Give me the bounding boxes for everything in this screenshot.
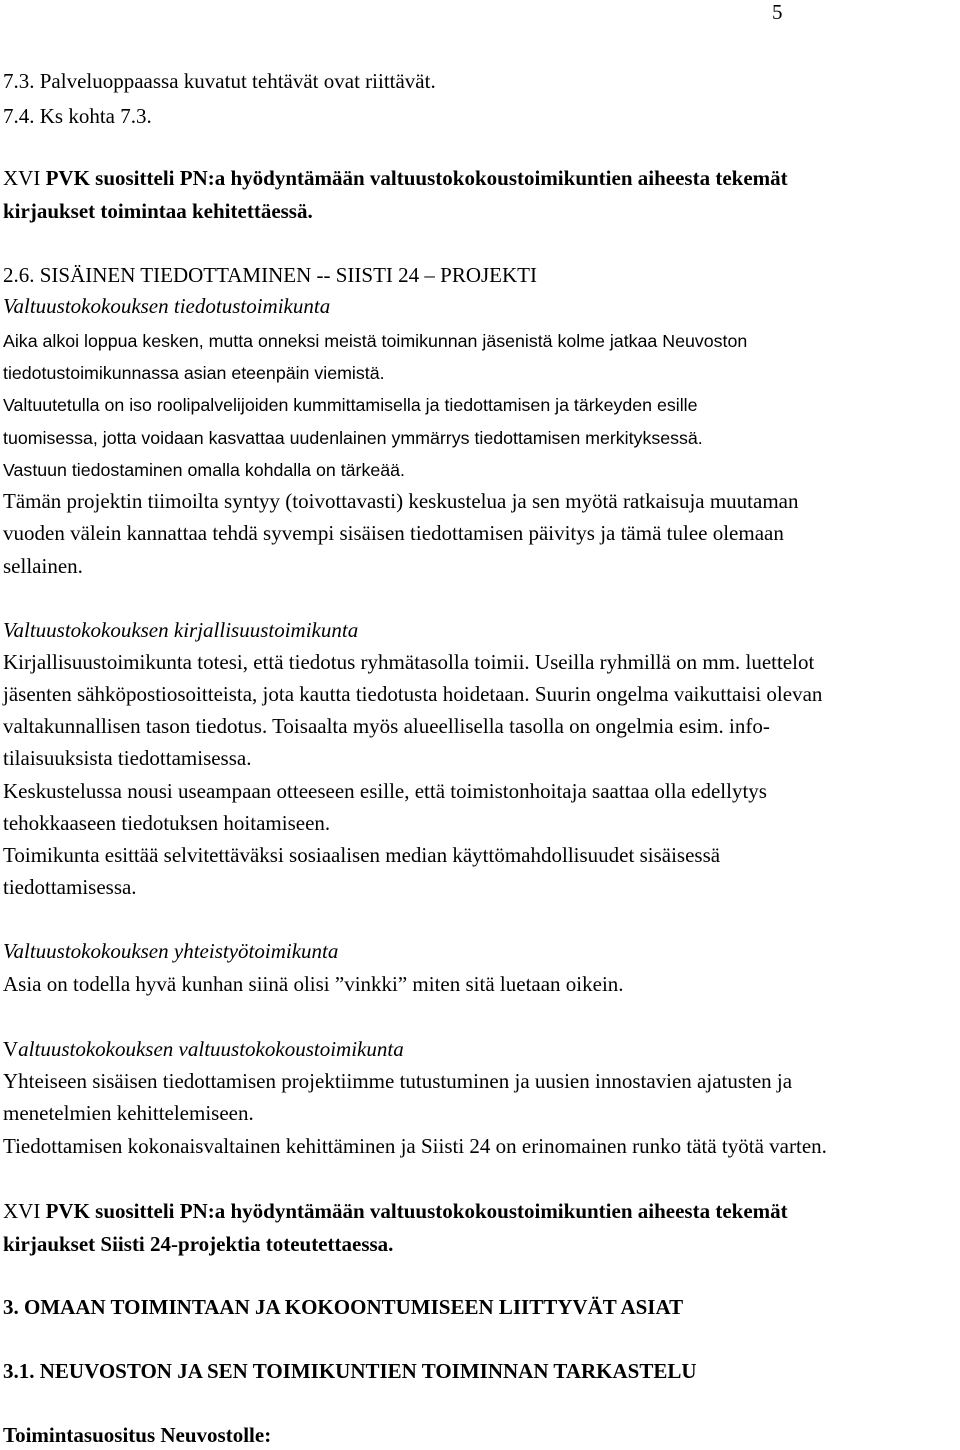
- paragraph-line: Keskustelussa nousi useampaan otteeseen esille, että toimistonhoitaja saattaa olla edellytys: [3, 779, 767, 803]
- paragraph-line: Asia on todella hyvä kunhan siinä olisi ”vinkki” miten sitä luetaan oikein.: [3, 972, 624, 996]
- item-7-3: 7.3. Palveluoppaassa kuvatut tehtävät ovat riittävät.: [3, 69, 436, 93]
- page-number: 5: [772, 0, 783, 24]
- recommendation-label: Toimintasuositus Neuvostolle:: [3, 1423, 272, 1447]
- paragraph-line: tilaisuuksista tiedottamisessa.: [3, 746, 252, 770]
- recommendation-2-line-2: kirjaukset Siisti 24-projektia toteutettaessa.: [3, 1232, 394, 1256]
- recommendation-1-text: PVK suositteli PN:a hyödyntämään valtuustokokoustoimikuntien aiheesta tekemät: [45, 166, 788, 190]
- paragraph-line: tiedotustoimikunnassa asian eteenpäin viemistä.: [3, 363, 385, 383]
- recommendation-2-text: PVK suositteli PN:a hyödyntämään valtuustokokoustoimikuntien aiheesta tekemät: [45, 1199, 788, 1223]
- subheading-kirjallisuustoimikunta: Valtuustokokouksen kirjallisuustoimikunta: [3, 618, 359, 642]
- paragraph-line: Vastuun tiedostaminen omalla kohdalla on tärkeää.: [3, 460, 405, 480]
- paragraph-line: menetelmien kehittelemiseen.: [3, 1101, 254, 1125]
- paragraph-line: Yhteiseen sisäisen tiedottamisen projektiimme tutustuminen ja uusien innostavien ajatusten ja: [3, 1069, 793, 1093]
- paragraph-line: vuoden välein kannattaa tehdä syvempi sisäisen tiedottamisen päivitys ja tämä tulee olemaan: [3, 521, 784, 545]
- paragraph-line: Aika alkoi loppua kesken, mutta onneksi meistä toimikunnan jäsenistä kolme jatkaa Neuvoston: [3, 331, 748, 351]
- roman-numeral: XVI: [3, 1199, 46, 1223]
- section-title: SISÄINEN TIEDOTTAMINEN -- SIISTI 24 – PROJEKTI: [39, 263, 537, 287]
- subheading-rest: altuustokokouksen valtuustokokoustoimikunta: [18, 1037, 404, 1061]
- paragraph-line: Tämän projektin tiimoilta syntyy (toivottavasti) keskustelua ja sen myötä ratkaisuja muutaman: [3, 489, 799, 513]
- paragraph-line: valtakunnallisen tason tiedotus. Toisaalta myös alueellisella tasolla on ongelmia esim. info-: [3, 714, 770, 738]
- paragraph-line: Kirjallisuustoimikunta totesi, että tiedotus ryhmätasolla toimii. Useilla ryhmillä on mm. luettelot: [3, 650, 815, 674]
- paragraph-line: jäsenten sähköpostiosoitteista, jota kautta tiedotusta hoidetaan. Suurin ongelma vaikuttaisi olevan: [3, 682, 823, 706]
- recommendation-1-line-1: [3, 163, 788, 193]
- subheading-yhteistyotoimikunta: Valtuustokokouksen yhteistyötoimikunta: [3, 939, 339, 963]
- subheading-tiedotustoimikunta: Valtuustokokouksen tiedotustoimikunta: [3, 294, 331, 318]
- paragraph-line: Valtuutetulla on iso roolipalvelijoiden kummittamisella ja tiedottamisen ja tärkeyden esille: [3, 395, 698, 415]
- roman-numeral: XVI: [3, 166, 46, 190]
- paragraph-line: sellainen.: [3, 554, 83, 578]
- subheading-valtuustokokoustoimikunta: [3, 1034, 404, 1064]
- recommendation-1-line-2: kirjaukset toimintaa kehitettäessä.: [3, 199, 313, 223]
- paragraph-line: tuomisessa, jotta voidaan kasvattaa uudenlainen ymmärrys tiedottamisen merkityksessä.: [3, 428, 703, 448]
- paragraph-line: tiedottamisessa.: [3, 875, 137, 899]
- item-7-4: 7.4. Ks kohta 7.3.: [3, 104, 152, 128]
- paragraph-line: Tiedottamisen kokonaisvaltainen kehittäminen ja Siisti 24 on erinomainen runko tätä työtä varten.: [3, 1134, 827, 1158]
- section-2-6-heading: [3, 260, 537, 290]
- paragraph-line: tehokkaaseen tiedotuksen hoitamiseen.: [3, 811, 331, 835]
- section-number: 2.6.: [3, 263, 40, 287]
- paragraph-line: Toimikunta esittää selvitettäväksi sosiaalisen median käyttömahdollisuudet sisäisessä: [3, 843, 721, 867]
- section-3-1-heading: 3.1. NEUVOSTON JA SEN TOIMIKUNTIEN TOIMINNAN TARKASTELU: [3, 1359, 697, 1383]
- recommendation-2-line-1: [3, 1196, 788, 1226]
- section-3-heading: 3. OMAAN TOIMINTAAN JA KOKOONTUMISEEN LIITTYVÄT ASIAT: [3, 1295, 684, 1319]
- subheading-initial: V: [3, 1037, 19, 1061]
